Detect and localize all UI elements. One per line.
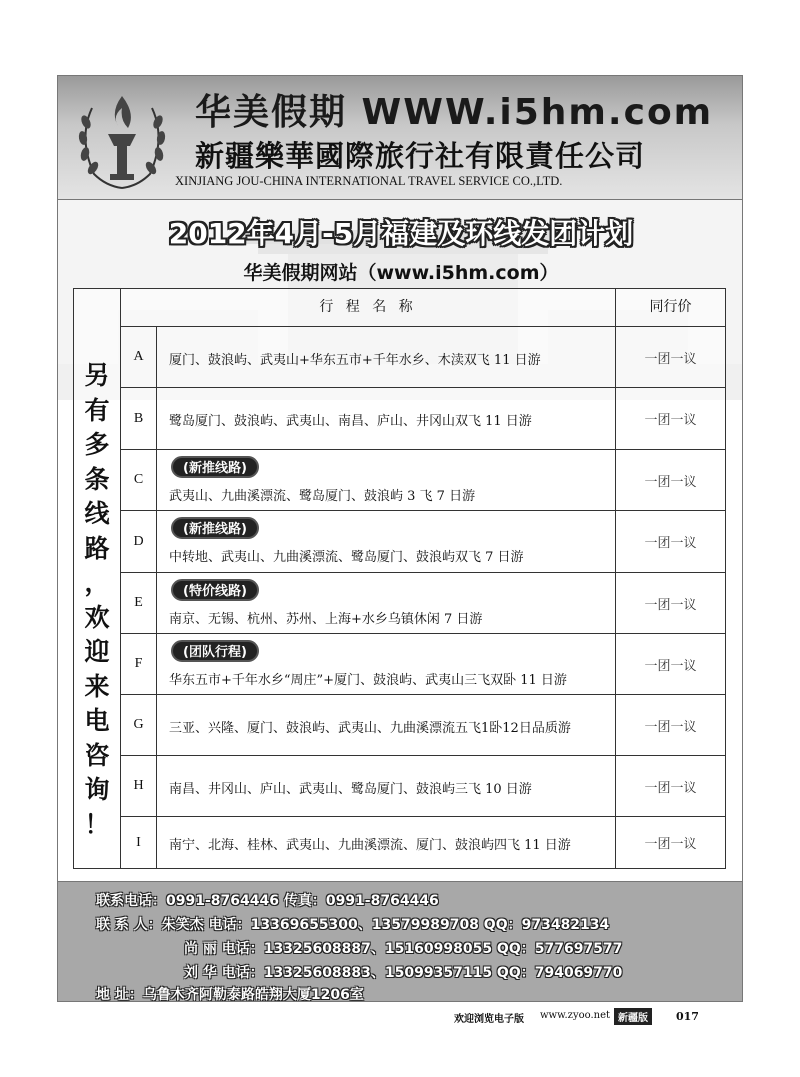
page-footer	[0, 1007, 800, 1027]
side-note-char: 路	[84, 533, 110, 563]
route-badge: (新推线路)	[171, 517, 259, 539]
side-note-char: 咨	[84, 740, 110, 770]
side-note-char: 询	[84, 775, 110, 804]
price-cell: 一团一议	[644, 780, 697, 796]
row-letter: E	[121, 573, 157, 633]
route-badge: (新推线路)	[171, 456, 259, 478]
company-english-name: XINJIANG JOU-CHINA INTERNATIONAL TRAVEL SERVICE CO.,LTD.	[175, 174, 563, 188]
route-cell	[157, 388, 616, 449]
table-header	[121, 289, 725, 327]
contact-band	[58, 881, 743, 1002]
route-cell	[157, 817, 616, 868]
contact-phone-fax: 联系电话：0991-8764446 传真：0991-8764446	[96, 893, 439, 909]
route-badge: (团队行程)	[171, 640, 259, 662]
table-row	[121, 756, 725, 817]
price-cell: 一团一议	[644, 351, 697, 367]
itinerary-table	[73, 288, 726, 869]
side-note-char: 欢	[84, 602, 110, 632]
footer-url: www.zyoo.net	[540, 1010, 611, 1021]
row-letter: B	[121, 388, 157, 449]
price-cell: 一团一议	[644, 658, 697, 674]
side-note-char: 有	[84, 395, 110, 425]
price-cell: 一团一议	[644, 597, 697, 613]
side-note-column	[74, 289, 121, 868]
route-name: 南京、无锡、杭州、苏州、上海+水乡乌镇休闲 7 日游	[169, 612, 483, 627]
side-note-char: 多	[84, 430, 110, 459]
route-cell	[157, 327, 616, 387]
route-name: 鹭岛厦门、鼓浪屿、武夷山、南昌、庐山、井冈山双飞 11 日游	[169, 414, 532, 429]
row-letter: H	[121, 756, 157, 816]
side-note-char: 迎	[84, 637, 110, 666]
route-cell	[157, 573, 616, 633]
footer-text: 欢迎浏览电子版	[454, 1014, 524, 1025]
table-row	[121, 634, 725, 695]
side-note-char: 另	[84, 361, 110, 390]
column-header-route: 行 程 名 称	[121, 289, 616, 326]
row-letter: F	[121, 634, 157, 694]
column-header-price: 同行价	[649, 299, 692, 315]
company-name: 新疆樂華國際旅行社有限責任公司	[195, 139, 646, 173]
price-cell: 一团一议	[644, 837, 697, 852]
side-note-char: 来	[84, 671, 110, 701]
table-row	[121, 388, 725, 450]
price-cell: 一团一议	[644, 413, 697, 428]
price-cell: 一团一议	[644, 719, 697, 735]
route-name: 中转地、武夷山、九曲溪漂流、鹭岛厦门、鼓浪屿双飞 7 日游	[169, 550, 524, 565]
contact-person-2: 尚 丽 电话：13325608887、15160998055 QQ：577697577	[184, 941, 623, 957]
row-letter: D	[121, 511, 157, 572]
table-row	[121, 695, 725, 756]
contact-address: 地 址：乌鲁木齐阿勒泰路皓翔大厦1206室	[96, 987, 364, 1002]
contact-person-3: 刘 华 电话：13325608883、15099357115 QQ：794069770	[184, 965, 623, 981]
row-letter: I	[121, 817, 157, 868]
side-note-char: ！	[84, 809, 110, 839]
table-row	[121, 450, 725, 511]
route-name: 南宁、北海、桂林、武夷山、九曲溪漂流、厦门、鼓浪屿四飞 11 日游	[169, 838, 571, 853]
route-name: 厦门、鼓浪屿、武夷山+华东五市+千年水乡、木渎双飞 11 日游	[169, 353, 541, 368]
route-cell	[157, 634, 616, 694]
side-note-char: 条	[84, 464, 110, 494]
ad-page	[57, 75, 743, 1002]
row-letter: G	[121, 695, 157, 755]
route-cell	[157, 695, 616, 755]
route-name: 华东五市+千年水乡“周庄”+厦门、鼓浪屿、武夷山三飞双卧 11 日游	[169, 673, 567, 688]
route-badge: (特价线路)	[171, 579, 259, 601]
route-cell	[157, 511, 616, 572]
table-row	[121, 573, 725, 634]
table-row	[121, 817, 725, 868]
side-note-char: 线	[84, 499, 110, 528]
side-note-char: 电	[84, 706, 110, 735]
row-letter: C	[121, 450, 157, 510]
side-note-char: ，	[84, 568, 110, 597]
table-row	[121, 511, 725, 573]
price-cell: 一团一议	[644, 474, 697, 490]
header-banner	[58, 76, 743, 200]
website-line: 华美假期网站（www.i5hm.com）	[243, 262, 559, 284]
route-name: 三亚、兴隆、厦门、鼓浪屿、武夷山、九曲溪漂流五飞1卧12日品质游	[169, 721, 571, 736]
brand-title: 华美假期 WWW.i5hm.com	[195, 92, 714, 133]
route-name: 南昌、井冈山、庐山、武夷山、鹭岛厦门、鼓浪屿三飞 10 日游	[169, 782, 532, 797]
price-cell: 一团一议	[644, 536, 697, 551]
plan-title: 2012年4月-5月福建及环线发团计划	[168, 217, 634, 250]
route-cell	[157, 756, 616, 816]
torch-laurel-icon	[72, 88, 172, 192]
edition-badge: 新疆版	[614, 1008, 652, 1025]
route-name: 武夷山、九曲溪漂流、鹭岛厦门、鼓浪屿 3 飞 7 日游	[169, 489, 476, 504]
side-note	[77, 359, 117, 842]
route-cell	[157, 450, 616, 510]
page-number: 017	[676, 1010, 699, 1023]
table-row	[121, 327, 725, 388]
contact-person-1: 联 系 人：朱笑杰 电话：13369655300、13579989708 QQ：973482134	[96, 917, 610, 933]
row-letter: A	[121, 327, 157, 387]
